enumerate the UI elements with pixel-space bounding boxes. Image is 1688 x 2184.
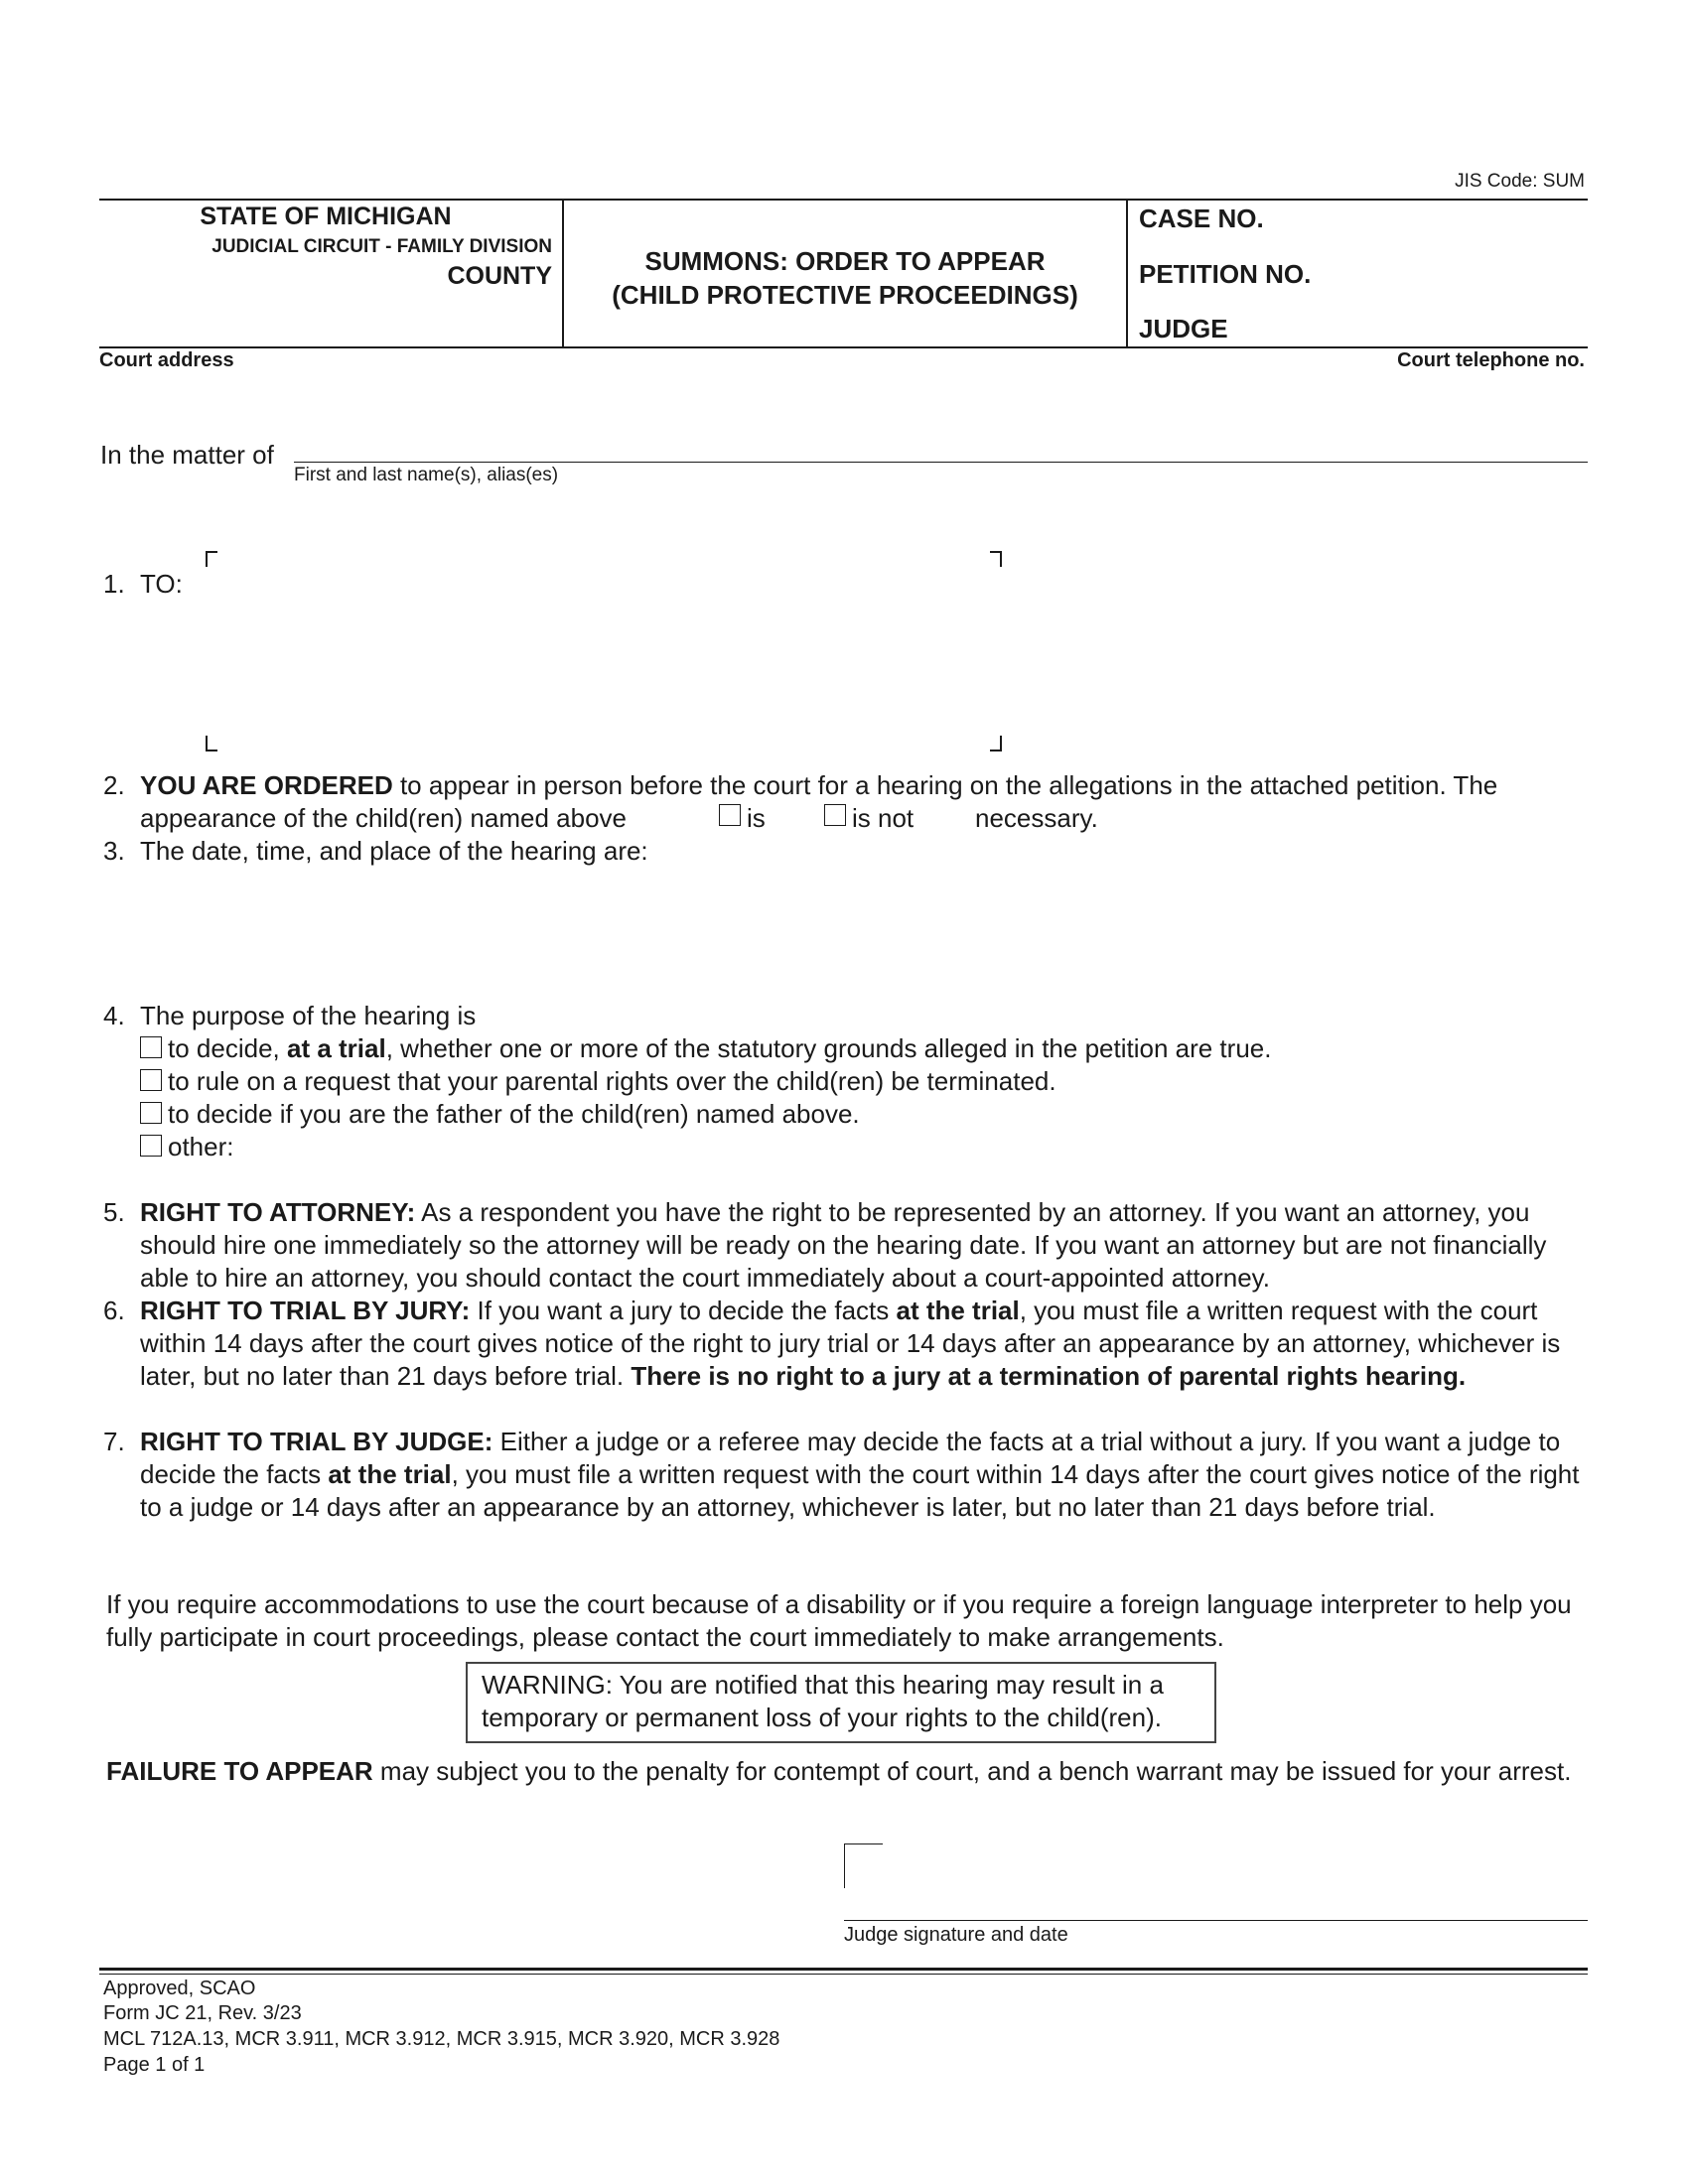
address-box-corner-bl xyxy=(206,736,217,751)
option-is-label: is xyxy=(747,803,766,833)
judge-label: JUDGE xyxy=(1139,314,1228,343)
matter-name-field[interactable] xyxy=(294,462,1588,463)
county-label: COUNTY xyxy=(447,262,552,290)
matter-label: In the matter of xyxy=(100,440,274,470)
ordered-text: to appear in person before the court for a hearing on the allegations in the attached petition. The xyxy=(392,770,1498,800)
title-line-2: (CHILD PROTECTIVE PROCEEDINGS) xyxy=(612,280,1078,310)
recipient-address-field[interactable] xyxy=(215,567,990,736)
accommodation-notice: If you require accommodations to use the court because of a disability or if you require a foreign language interpreter to help you fully participate in court proceedings, please contact the court immediately to make arrangements. xyxy=(106,1589,1572,1652)
header-bottom-rule xyxy=(99,346,1588,348)
case-number-label: CASE NO. xyxy=(1139,204,1264,233)
attorney-bold: RIGHT TO ATTORNEY: xyxy=(140,1197,416,1227)
judge-bold-trial: at the trial xyxy=(328,1459,452,1489)
child-appearance-is-not-checkbox[interactable] xyxy=(824,804,846,826)
warning-box xyxy=(466,1662,1216,1743)
jis-code: JIS Code: SUM xyxy=(1455,171,1585,192)
footer-statutes: MCL 712A.13, MCR 3.911, MCR 3.912, MCR 3.915, MCR 3.920, MCR 3.928 xyxy=(103,2028,780,2050)
purpose-other-text: other: xyxy=(168,1132,234,1161)
item-1-number: 1. xyxy=(103,569,125,599)
purpose-option-terminate xyxy=(140,1065,1056,1098)
item-7-number: 7. xyxy=(103,1427,125,1456)
document-title xyxy=(564,244,1126,312)
ordered-paragraph xyxy=(140,769,1588,802)
court-address-label: Court address xyxy=(99,349,234,371)
failure-to-appear-notice xyxy=(106,1755,1591,1788)
right-to-judge-paragraph xyxy=(140,1426,1588,1524)
jury-text-b: , you must file a written request with the court within 14 days after the court gives notice of the right to jury trial or 14 days after an appearance by an attorney, whichever is later, but no later than 21 days before trial. xyxy=(140,1296,1561,1391)
address-box-corner-br xyxy=(990,736,1002,751)
jury-bold: RIGHT TO TRIAL BY JURY: xyxy=(140,1296,471,1325)
judge-text-a: Either a judge or a referee may decide the facts at a trial without a jury. If you want a judge to decide the facts xyxy=(140,1427,1561,1489)
item-3-number: 3. xyxy=(103,836,125,866)
judge-bold: RIGHT TO TRIAL BY JUDGE: xyxy=(140,1427,493,1456)
hearing-details-field[interactable] xyxy=(140,872,1588,991)
jury-bold-trial: at the trial xyxy=(896,1296,1020,1325)
purpose-other-checkbox[interactable] xyxy=(140,1135,162,1157)
purpose-trial-checkbox[interactable] xyxy=(140,1036,162,1058)
ordered-bold: YOU ARE ORDERED xyxy=(140,770,393,800)
footer-rule-thick xyxy=(99,1968,1588,1971)
attorney-text: As a respondent you have the right to be represented by an attorney. If you want an attorney, you should hire one immediately so the attorney will be ready on the hearing date. If you want an attorney but are not financially able to hire an attorney, you should contact the court immediately about a court-appointed attorney. xyxy=(140,1197,1547,1293)
court-telephone-label: Court telephone no. xyxy=(1397,349,1585,371)
signature-line xyxy=(844,1920,1588,1921)
purpose-trial-text-b: , whether one or more of the statutory grounds alleged in the petition are true. xyxy=(385,1033,1272,1063)
footer-page: Page 1 of 1 xyxy=(103,2054,206,2076)
item-4-number: 4. xyxy=(103,1001,125,1030)
footer-form-number: Form JC 21, Rev. 3/23 xyxy=(103,2002,302,2024)
purpose-terminate-text: to rule on a request that your parental rights over the child(ren) be terminated. xyxy=(168,1066,1056,1096)
purpose-option-trial xyxy=(140,1032,1271,1065)
petition-number-label: PETITION NO. xyxy=(1139,259,1312,289)
jury-bold-no-right: There is no right to a jury at a termination of parental rights hearing. xyxy=(631,1361,1467,1391)
judge-text-b: , you must file a written request with the court within 14 days after the court gives notice of the right to a judge or 14 days after an appearance by an attorney, whichever is later, but no later than 21 days before trial. xyxy=(140,1459,1580,1522)
jury-text-a: If you want a jury to decide the facts xyxy=(470,1296,897,1325)
purpose-terminate-checkbox[interactable] xyxy=(140,1069,162,1091)
failure-bold: FAILURE TO APPEAR xyxy=(106,1756,373,1786)
failure-text: may subject you to the penalty for contempt of court, and a bench warrant may be issued for your arrest. xyxy=(372,1756,1572,1786)
hearing-details-label: The date, time, and place of the hearing are: xyxy=(140,836,648,866)
to-label: TO: xyxy=(140,569,183,599)
warning-line-2: temporary or permanent loss of your rights to the child(ren). xyxy=(482,1703,1162,1732)
signature-caption: Judge signature and date xyxy=(844,1924,1068,1946)
purpose-paternity-checkbox[interactable] xyxy=(140,1102,162,1124)
necessary-text: necessary. xyxy=(975,803,1098,833)
header-divider-right xyxy=(1126,199,1128,347)
footer-approved: Approved, SCAO xyxy=(103,1978,256,1999)
item-6-number: 6. xyxy=(103,1296,125,1325)
address-box-corner-tl xyxy=(206,551,217,567)
matter-caption: First and last name(s), alias(es) xyxy=(294,465,559,485)
state-name: STATE OF MICHIGAN xyxy=(200,203,452,230)
purpose-trial-bold: at a trial xyxy=(286,1033,386,1063)
title-line-1: SUMMONS: ORDER TO APPEAR xyxy=(644,246,1046,276)
right-to-jury-paragraph xyxy=(140,1295,1588,1393)
judicial-circuit-label: JUDICIAL CIRCUIT - FAMILY DIVISION xyxy=(211,236,552,257)
item-5-number: 5. xyxy=(103,1197,125,1227)
child-appearance-is-checkbox[interactable] xyxy=(719,804,741,826)
judge-signature-field[interactable] xyxy=(848,1846,1588,1918)
header-top-rule xyxy=(99,199,1588,201)
address-box-corner-tr xyxy=(990,551,1002,567)
warning-line-1: WARNING: You are notified that this hearing may result in a xyxy=(482,1670,1164,1700)
purpose-label: The purpose of the hearing is xyxy=(140,1001,477,1030)
item-2-number: 2. xyxy=(103,770,125,800)
footer-rule-thin xyxy=(99,1974,1588,1975)
option-is-not-label: is not xyxy=(852,803,914,833)
purpose-paternity-text: to decide if you are the father of the child(ren) named above. xyxy=(168,1099,860,1129)
purpose-option-paternity xyxy=(140,1098,860,1131)
appearance-text: appearance of the child(ren) named above xyxy=(140,803,627,833)
purpose-option-other xyxy=(140,1131,234,1163)
purpose-trial-text-a: to decide, xyxy=(168,1033,287,1063)
right-to-attorney-paragraph xyxy=(140,1196,1588,1295)
